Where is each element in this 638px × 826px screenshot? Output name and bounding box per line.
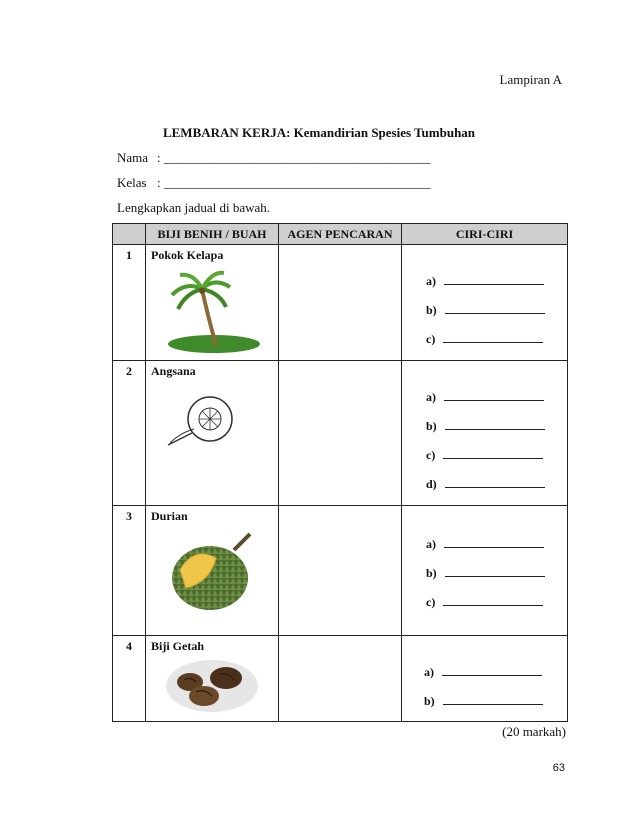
row-number: 3: [113, 506, 146, 636]
seed-cell: [146, 636, 279, 722]
row-number: 4: [113, 636, 146, 722]
appendix-label: Lampiran A: [499, 72, 562, 87]
ciri-list: [402, 506, 567, 617]
ciri-cell: [402, 636, 568, 722]
name-field-label: Nama: [117, 150, 149, 165]
header-no: [113, 224, 146, 245]
seed-name: Pokok Kelapa: [151, 248, 224, 262]
seed-cell: [146, 506, 279, 636]
ciri-item[interactable]: a): [426, 530, 567, 559]
table-row: [113, 361, 568, 506]
class-field-blank[interactable]: : _________________________________________: [157, 175, 431, 190]
instruction-text: Lengkapkan jadual di bawah.: [117, 200, 271, 215]
header-seed: BIJI BENIH / BUAH: [146, 224, 279, 245]
rubber-seeds-icon: [164, 656, 260, 714]
seed-cell: [146, 245, 279, 361]
table-row: [113, 636, 568, 722]
angsana-seed-pod-icon: [164, 393, 244, 453]
ciri-item[interactable]: c): [426, 588, 567, 617]
row-number: 1: [113, 245, 146, 361]
header-agent: AGEN PENCARAN: [279, 224, 402, 245]
worksheet-title: LEMBARAN KERJA: Kemandirian Spesies Tumbuhan: [162, 125, 476, 140]
ciri-item[interactable]: a): [426, 267, 567, 296]
header-ciri: CIRI-CIRI: [402, 224, 568, 245]
agent-answer-cell[interactable]: [279, 636, 402, 722]
ciri-item[interactable]: d): [426, 470, 567, 499]
table-row: [113, 506, 568, 636]
ciri-item[interactable]: c): [426, 441, 567, 470]
seed-name: Biji Getah: [151, 639, 204, 653]
page-number: 63: [552, 762, 565, 774]
ciri-list: [402, 245, 567, 354]
agent-answer-cell[interactable]: [279, 506, 402, 636]
class-field-label: Kelas: [117, 175, 147, 190]
class-field[interactable]: [117, 175, 430, 191]
ciri-cell: [402, 361, 568, 506]
ciri-item[interactable]: b): [424, 687, 567, 716]
seed-cell: [146, 361, 279, 506]
ciri-item[interactable]: b): [426, 559, 567, 588]
row-number: 2: [113, 361, 146, 506]
agent-answer-cell[interactable]: [279, 245, 402, 361]
table-row: [113, 245, 568, 361]
ciri-item[interactable]: a): [426, 383, 567, 412]
agent-answer-cell[interactable]: [279, 361, 402, 506]
seed-name: Durian: [151, 509, 188, 523]
ciri-list: [402, 361, 567, 499]
seed-name: Angsana: [151, 364, 196, 378]
name-field[interactable]: [117, 150, 430, 166]
coconut-tree-icon: [164, 269, 264, 353]
total-marks: (20 markah): [502, 724, 566, 739]
name-field-blank[interactable]: : _________________________________________: [157, 150, 431, 165]
ciri-item[interactable]: a): [424, 658, 567, 687]
durian-fruit-icon: [164, 530, 260, 614]
ciri-cell: [402, 506, 568, 636]
worksheet-table: [112, 223, 568, 722]
ciri-item[interactable]: b): [426, 296, 567, 325]
ciri-item[interactable]: b): [426, 412, 567, 441]
ciri-list: [402, 636, 567, 716]
ciri-item[interactable]: c): [426, 325, 567, 354]
ciri-cell: [402, 245, 568, 361]
table-header-row: [113, 224, 568, 245]
